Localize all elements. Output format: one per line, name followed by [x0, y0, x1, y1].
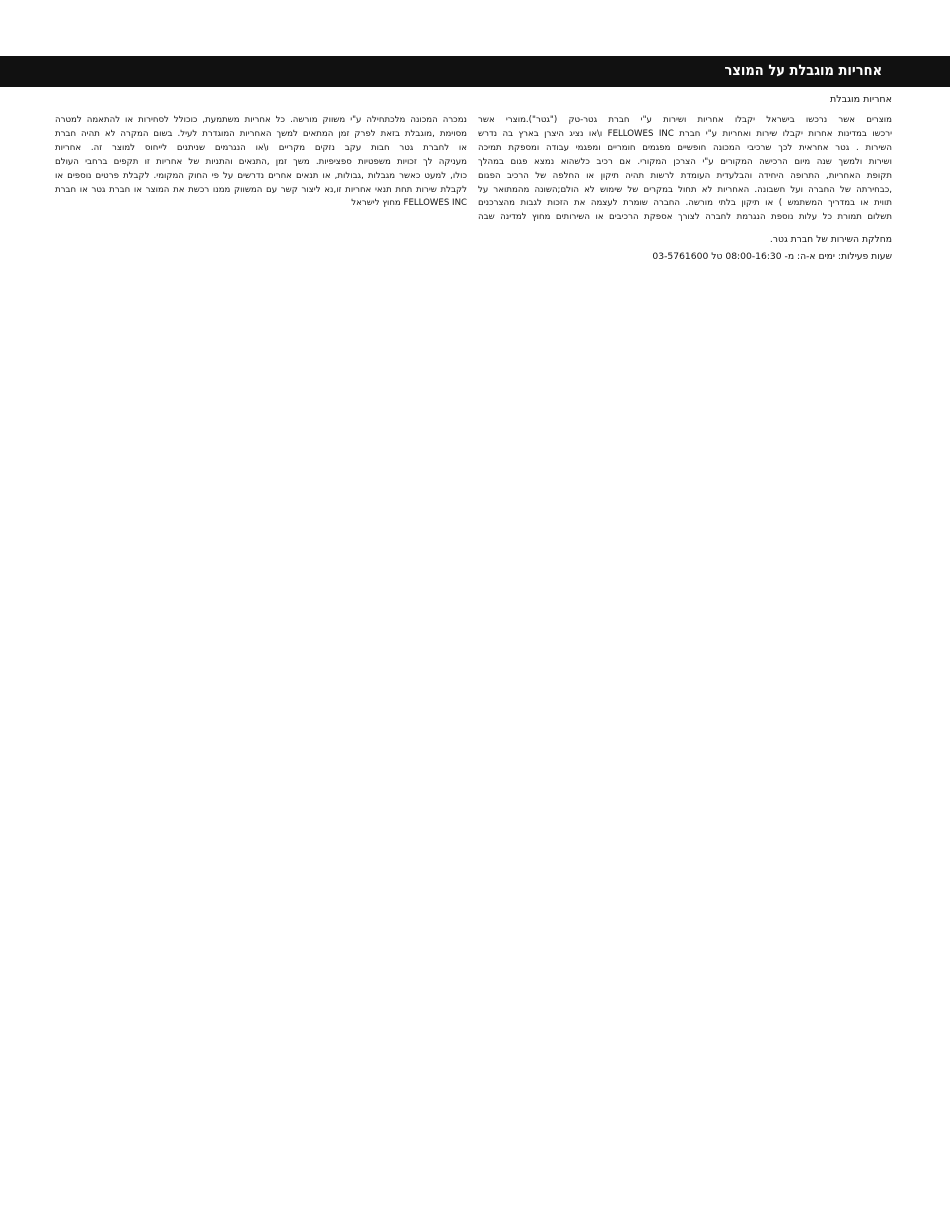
paragraph-line: כולו, למעט כאשר מגבלות ,גבולות, או תנאים אחרים נדרשים על פי החוק המקומי. לקבלת פרטים נוספים או: [55, 170, 467, 181]
paragraph-line: מסוימת ,מוגבלת בזאת לפרק זמן המתאים למשך האחריות המוגדרת לעיל. בשום המקרה לא תהיה חברת: [55, 128, 467, 139]
paragraph-line: ירכשו במדינות אחרות יקבלו שירות ואחריות ע"י חברת FELLOWES INC ו\או נציג היצרן בארץ בה נדרש: [478, 128, 892, 139]
paragraph-line: נמכרה המכונה מלכתחילה ע"י משווק מורשה. כל אחריות משתמעת, כוכולל לסחירות או להתאמה למטרה: [55, 115, 467, 125]
paragraph-line: FELLOWES INC מחוץ לישראל: [351, 198, 467, 209]
operating-hours-text: שעות פעילות: ימים א-ה: מ- 08:00-16:30 טל 03-5761600: [652, 251, 892, 262]
service-department-text: מחלקת השירות של חברת גטר.: [769, 234, 892, 245]
paragraph-line: תקופת האחריות, התרופה היחידה והבלעדית העומדת לרשות תהיה תיקון או החלפה של הרכיב הפגום: [478, 170, 892, 181]
paragraph-line: תשלום תמורת כל עלות נוספת הנגרמת לחברה לצורך אספקת הרכיבים או השירותים מחוץ למדינה שבה: [478, 212, 892, 223]
paragraph-line: מעניקה לך זכויות משפטיות ספציפיות. משך זמן ,התנאים והתניות של אחריות זו תקפים ברחבי העולם: [55, 156, 467, 167]
page-title: אחריות מוגבלת על המוצר: [724, 63, 882, 79]
section-heading: אחריות מוגבלת: [830, 94, 892, 105]
warranty-text-column-left: [55, 114, 467, 211]
paragraph-line: השירות . גטר אחראית לכך שרכיבי המכונה חופשיים מפגמים חומריים ומפגמי עבודה ומספקת תמיכה: [478, 142, 892, 153]
paragraph-line: לקבלת שירות תחת תנאי אחריות זו,נא ליצור קשר עם המשווק ממנו רכשת את המוצר או חברת גטר או חברת: [55, 184, 467, 195]
warranty-text-column-right: [478, 114, 892, 225]
paragraph-line: או לחברת גטר חבות עקב נזקים מקריים ו\או הנגרמים שניתנים לייחוס למוצר זה. אחריות: [55, 142, 467, 153]
header-bar: [0, 56, 950, 87]
paragraph-line: ושירות ולמשך שנה מיום הרכישה המקורים ע"י הצרכן המקורי. אם רכיב כלשהוא נמצא פגום במהלך: [478, 156, 892, 167]
paragraph-line: ,כבחירתה של החברה ועל חשבונה. האחריות לא תחול במקרים של שימוש לא הולם;השונה מהמתואר על: [478, 184, 892, 195]
paragraph-line: תווית או במדריך המשתמש ) או תיקון בלתי מורשה. החברה שומרת לעצמה את הזכות לגבות מהצרכנים: [478, 198, 892, 209]
paragraph-line: מוצרים אשר נרכשו בישראל יקבלו אחריות ושירות ע"י חברת גטר-טק ("גטר").מוצרי אשר: [478, 115, 892, 125]
